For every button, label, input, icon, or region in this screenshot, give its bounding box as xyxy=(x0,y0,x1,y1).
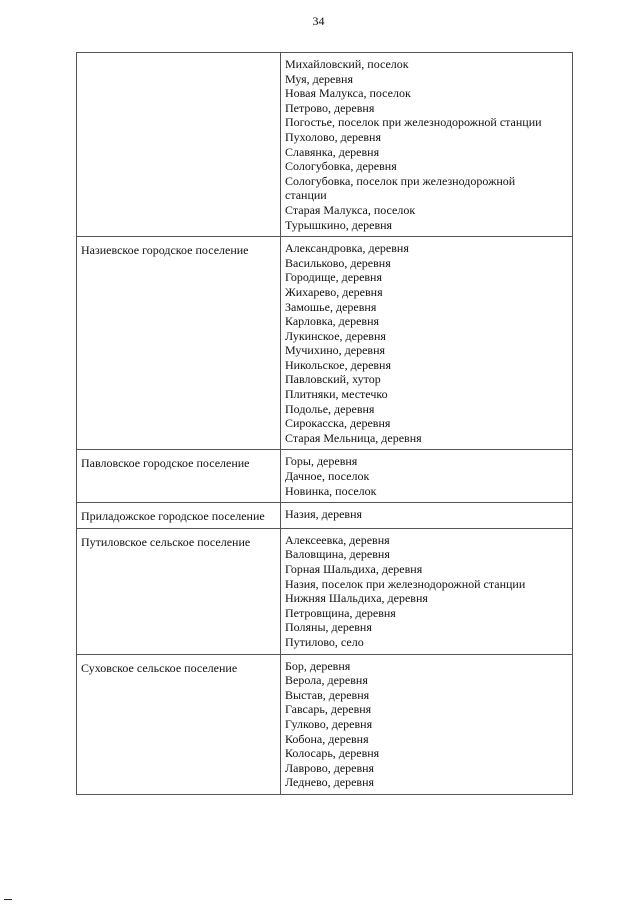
place-item: Муя, деревня xyxy=(285,71,353,86)
place-item: Валовщина, деревня xyxy=(285,547,390,562)
municipality-cell xyxy=(77,528,281,654)
place-item: Дачное, поселок xyxy=(285,469,370,484)
place-item: Поляны, деревня xyxy=(285,620,372,635)
place-item: Павловский, хутор xyxy=(285,372,381,387)
place-item: Погостье, поселок при железнодорожной станции xyxy=(285,115,542,130)
page-number: 34 xyxy=(312,14,325,28)
place-item: Замошье, деревня xyxy=(285,299,377,314)
places-cell xyxy=(281,237,573,450)
place-item: Карловка, деревня xyxy=(285,314,380,329)
place-item: Леднево, деревня xyxy=(285,775,375,790)
place-item: станции xyxy=(285,188,327,203)
place-item: Назия, деревня xyxy=(285,507,363,522)
place-item: Подолье, деревня xyxy=(285,401,375,416)
place-item: Кобона, деревня xyxy=(285,731,369,746)
place-item: Верола, деревня xyxy=(285,673,368,688)
place-item: Горная Шальдиха, деревня xyxy=(285,562,423,576)
table-body xyxy=(77,53,573,795)
place-item: Славянка, деревня xyxy=(285,144,380,159)
place-item: Александровка, деревня xyxy=(285,241,409,256)
places-cell xyxy=(281,528,573,654)
municipality-name: Павловское городское поселение xyxy=(81,456,250,471)
place-item: Сирокасска, деревня xyxy=(285,416,391,431)
place-item: Гавсарь, деревня xyxy=(285,702,372,717)
table-row xyxy=(77,503,573,529)
places-cell xyxy=(281,53,573,237)
settlements-table xyxy=(76,52,573,795)
place-item: Гулково, деревня xyxy=(285,716,373,731)
place-item: Городище, деревня xyxy=(285,270,382,285)
place-item: Старая Мельница, деревня xyxy=(285,430,422,445)
municipality-name: Назиевское городское поселение xyxy=(81,243,249,258)
table-row xyxy=(77,53,573,237)
place-item: Мучихино, деревня xyxy=(285,343,386,358)
place-item: Сологубовка, поселок при железнодорожной xyxy=(285,173,516,188)
place-item: Старая Малукса, поселок xyxy=(285,202,416,217)
footer-mark xyxy=(4,899,12,900)
place-item: Горы, деревня xyxy=(285,454,358,469)
place-item: Назия, поселок при железнодорожной станции xyxy=(285,576,526,591)
place-item: Сологубовка, деревня xyxy=(285,159,397,174)
place-item: Алексеевка, деревня xyxy=(285,532,390,547)
municipality-cell xyxy=(77,654,281,794)
place-item: Плитняки, местечко xyxy=(285,387,388,402)
municipality-name: Приладожское городское поселение xyxy=(81,509,265,524)
places-cell xyxy=(281,654,573,794)
place-item: Путилово, село xyxy=(285,634,364,649)
place-item: Новая Малукса, поселок xyxy=(285,86,411,101)
table-row xyxy=(77,528,573,654)
place-item: Петровщина, деревня xyxy=(285,605,396,620)
place-item: Новинка, поселок xyxy=(285,483,377,498)
place-item: Колосарь, деревня xyxy=(285,746,380,761)
place-item: Михайловский, поселок xyxy=(285,57,409,71)
municipality-cell xyxy=(77,237,281,450)
municipality-cell xyxy=(77,503,281,529)
place-item: Петрово, деревня xyxy=(285,100,375,115)
places-cell xyxy=(281,450,573,503)
table-row xyxy=(77,654,573,794)
place-item: Бор, деревня xyxy=(285,658,351,673)
place-item: Нижняя Шальдиха, деревня xyxy=(285,591,428,606)
place-item: Лукинское, деревня xyxy=(285,328,386,343)
place-item: Васильково, деревня xyxy=(285,255,391,270)
table-row xyxy=(77,450,573,503)
municipality-cell xyxy=(77,450,281,503)
municipality-name: Суховское сельское поселение xyxy=(81,660,238,675)
place-item: Жихарево, деревня xyxy=(285,284,383,299)
table-row xyxy=(77,237,573,450)
municipality-name: Путиловское сельское поселение xyxy=(81,534,251,549)
place-item: Никольское, деревня xyxy=(285,357,391,372)
place-item: Выстав, деревня xyxy=(285,687,370,702)
places-cell xyxy=(281,503,573,529)
municipality-cell xyxy=(77,53,281,237)
place-item: Лаврово, деревня xyxy=(285,760,375,775)
place-item: Пухолово, деревня xyxy=(285,129,381,144)
place-item: Турышкино, деревня xyxy=(285,217,393,232)
